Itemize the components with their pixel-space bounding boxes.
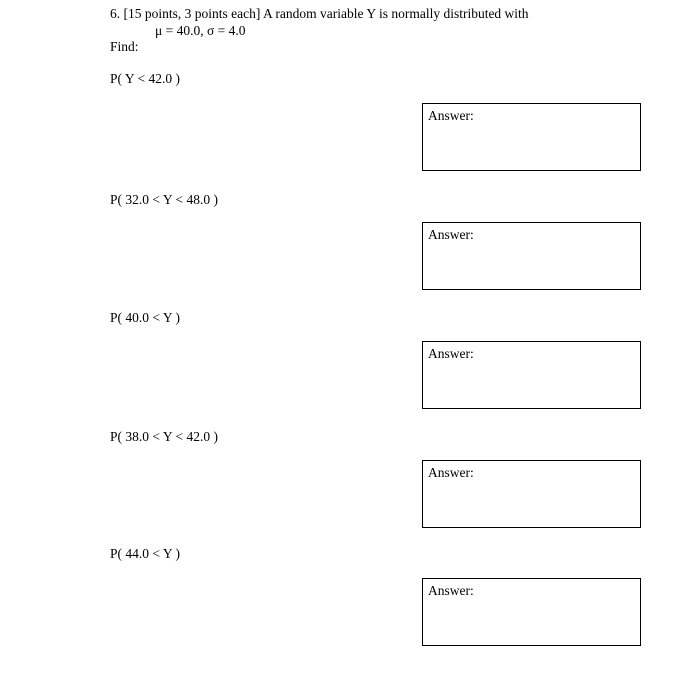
question-header: 6. [15 points, 3 points each] A random variable Y is normally distributed with	[110, 6, 529, 21]
part-1-prompt: P( Y < 42.0 )	[110, 71, 180, 86]
answer-box-2[interactable]	[422, 222, 641, 290]
part-3-prompt: P( 40.0 < Y )	[110, 310, 180, 325]
answer-label-3: Answer:	[428, 346, 474, 361]
answer-label-4: Answer:	[428, 465, 474, 480]
answer-box-1[interactable]	[422, 103, 641, 171]
answer-box-4[interactable]	[422, 460, 641, 528]
part-5-prompt: P( 44.0 < Y )	[110, 546, 180, 561]
part-4-prompt: P( 38.0 < Y < 42.0 )	[110, 429, 218, 444]
find-label: Find:	[110, 39, 139, 54]
answer-box-5[interactable]	[422, 578, 641, 646]
answer-box-3[interactable]	[422, 341, 641, 409]
question-parameters: μ = 40.0, σ = 4.0	[155, 23, 246, 38]
answer-label-1: Answer:	[428, 108, 474, 123]
answer-label-5: Answer:	[428, 583, 474, 598]
part-2-prompt: P( 32.0 < Y < 48.0 )	[110, 192, 218, 207]
answer-label-2: Answer:	[428, 227, 474, 242]
